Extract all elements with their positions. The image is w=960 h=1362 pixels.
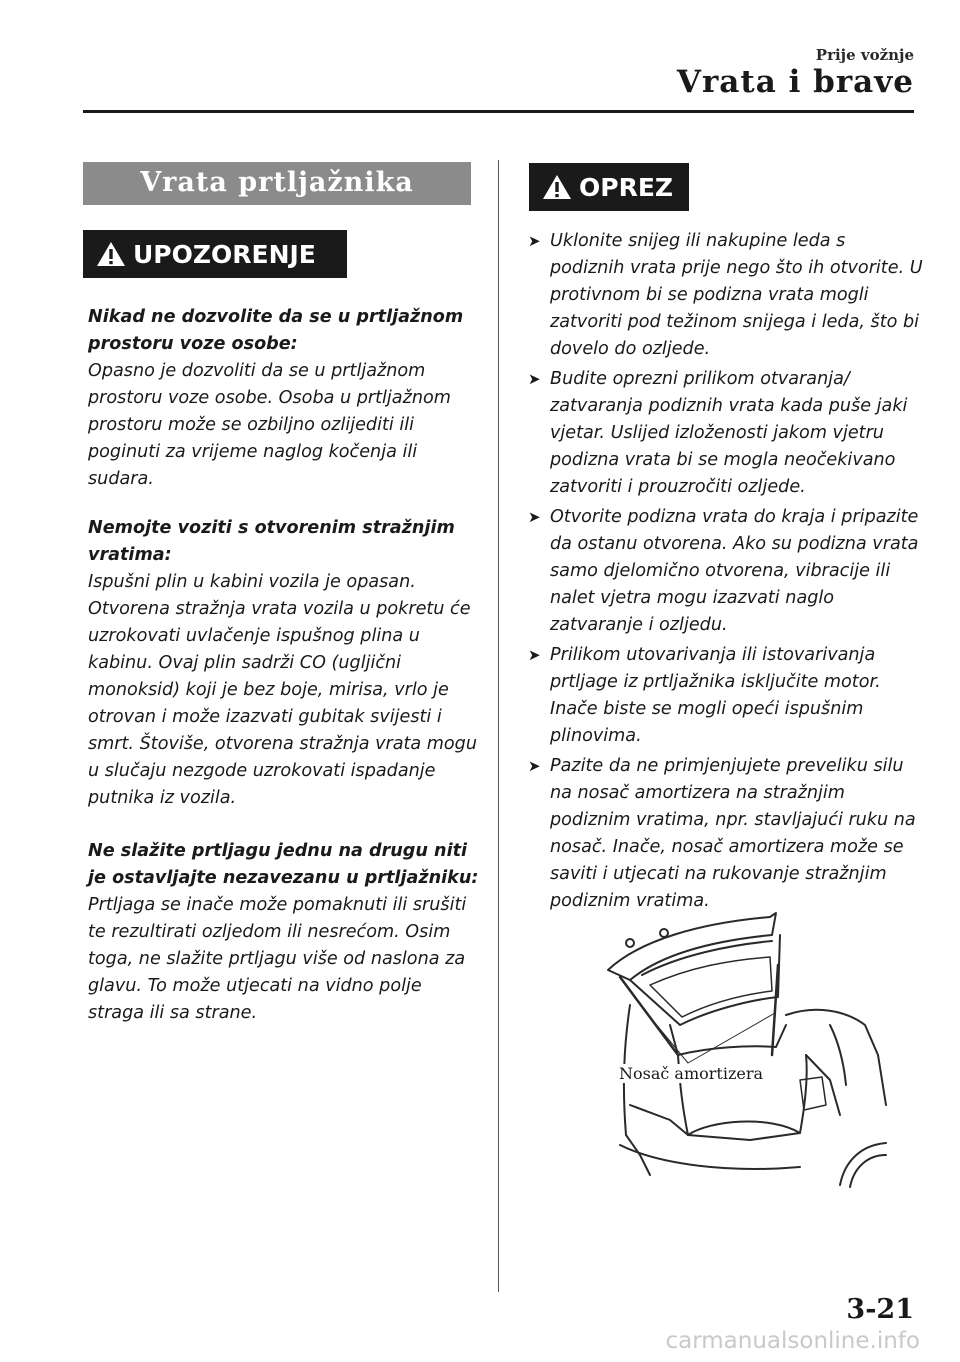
warning-triangle-icon [95, 240, 127, 268]
warning-paragraph-3 [88, 838, 483, 1027]
list-item-text: Uklonite snijeg ili nakupine leda s podiznih vrata prije nego što ih otvorite. U protivnom bi se podizna vrata mogli zatvoriti pod težinom snijega i leda, što bi dovelo do ozljede. [550, 231, 923, 359]
list-item-text: Budite oprezni prilikom otvaranja/ zatvaranja podiznih vrata kada puše jaki vjetar. Uslijed izloženosti jakom vjetru podizna vrata bi se mogla neočekivano zatvoriti i prouzročiti ozljede. [550, 369, 908, 497]
warning-triangle-icon [541, 173, 573, 201]
tailgate-illustration [600, 905, 890, 1190]
arrow-bullet-icon: ➤ [528, 370, 541, 388]
caution-list [528, 228, 923, 918]
warning-paragraph-2 [88, 515, 483, 812]
illustration-callout-label: Nosač amortizera [616, 1064, 766, 1083]
list-item-text: Prilikom utovarivanja ili istovarivanja prtljage iz prtljažnika isključite motor. Inače biste se mogli opeći ispušnim plinovima. [550, 645, 881, 746]
warning-body: Ispušni plin u kabini vozila je opasan. Otvorena stražnja vrata vozila u pokretu će uzrokovati uvlačenje ispušnog plina u kabinu. Ovaj plin sadrži CO (ugljični monoksid) koji je bez boje, mirisa, vrlo je otrovan i može izazvati gubitak svijesti i smrt. Štoviše, otvorena stražnja vrata mogu u slučaju nezgode uzrokovati ispadanje putnika iz vozila. [88, 572, 477, 808]
warning-paragraph-1 [88, 304, 483, 493]
list-item-text: Pazite da ne primjenjujete preveliku silu na nosač amortizera na stražnjim podiznim vratima, npr. stavljajući ruku na nosač. Inače, nosač amortizera može se saviti i utjecati na rukovanje stražnjim podiznim vratima. [550, 756, 916, 911]
warning-badge [83, 230, 347, 278]
list-item-text: Otvorite podizna vrata do kraja i pripazite da ostanu otvorena. Ako su podizna vrata samo djelomično otvorena, vibracije ili nalet vjetra mogu izazvati naglo zatvaranje i ozljedu. [550, 507, 919, 635]
arrow-bullet-icon: ➤ [528, 232, 541, 250]
list-item [528, 228, 923, 363]
page-header-title: Vrata i brave [676, 64, 914, 100]
chapter-label: Prije vožnje [815, 46, 914, 64]
warning-body: Prtljaga se inače može pomaknuti ili srušiti te rezultirati ozljedom ili nesrećom. Osim toga, ne slažite prtljagu više od naslona za glavu. To može utjecati na vidno polje straga ili sa strane. [88, 895, 467, 1023]
section-title: Vrata prtljažnika [83, 162, 471, 205]
list-item [528, 753, 923, 915]
arrow-bullet-icon: ➤ [528, 757, 541, 775]
warning-label: UPOZORENJE [133, 239, 316, 269]
list-item [528, 642, 923, 750]
arrow-bullet-icon: ➤ [528, 646, 541, 664]
list-item [528, 366, 923, 501]
caution-badge [529, 163, 689, 211]
arrow-bullet-icon: ➤ [528, 508, 541, 526]
warning-heading: Nikad ne dozvolite da se u prtljažnom prostoru voze osobe: [88, 307, 464, 354]
warning-body: Opasno je dozvoliti da se u prtljažnom prostoru voze osobe. Osoba u prtljažnom prostoru može se ozbiljno ozlijediti ili poginuti za vrijeme naglog kočenja ili sudara. [88, 361, 451, 489]
warning-heading: Nemojte voziti s otvorenim stražnjim vratima: [88, 518, 455, 565]
list-item [528, 504, 923, 639]
warning-heading: Ne slažite prtljagu jednu na drugu niti je ostavljajte nezavezanu u prtljažniku: [88, 841, 479, 888]
watermark: carmanualsonline.info [665, 1328, 920, 1354]
column-divider [498, 160, 499, 1292]
caution-label: OPREZ [579, 172, 674, 202]
header-rule [83, 110, 914, 113]
page-number: 3-21 [846, 1294, 914, 1325]
